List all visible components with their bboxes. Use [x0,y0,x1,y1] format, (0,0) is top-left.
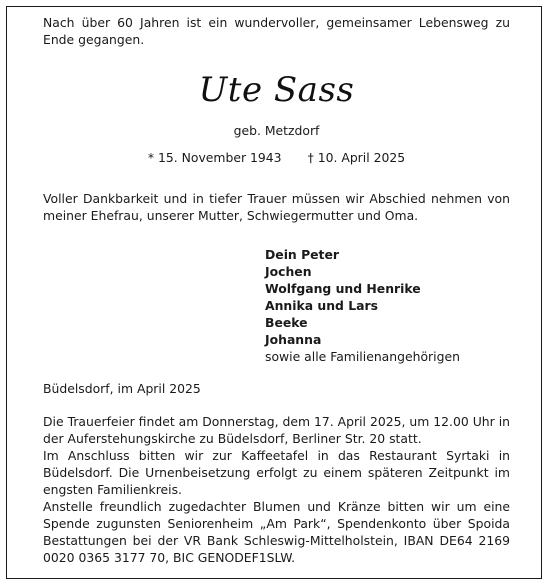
death-date: † 10. April 2025 [307,150,406,165]
deceased-name: Ute Sass [198,70,355,110]
donation-text: Anstelle freundlich zugedachter Blumen und Kränze bitten wir um eine Spende zugunsten Seniorenheim „Am Park“, Spendenkonto über Spoida Bestattungen bei der VR Bank Schleswig-Mittelholstein, IBAN DE64 2169 0020 0365 3177 70, BIC GENODEF1SLW. [43,499,510,565]
funeral-service-text: Die Trauerfeier findet am Donnerstag, dem 17. April 2025, um 12.00 Uhr in der Auferstehungskirche zu Büdelsdorf, Berliner Str. 20 statt. [43,414,510,446]
intro-text: Nach über 60 Jahren ist ein wundervoller, gemeinsamer Lebensweg zu Ende gegangen. [43,15,510,47]
reception-text: Im Anschluss bitten wir zur Kaffeetafel in das Restaurant Syrtaki in Büdelsdorf. Die Urnenbeisetzung erfolgt zu einem späteren Zeitpunkt im engsten Familienkreis. [43,448,510,497]
mourner-item: Dein Peter [265,247,339,262]
mourner-item: Wolfgang und Henrike [265,281,421,296]
mourners-list [265,246,510,365]
mourner-item: Annika und Lars [265,298,378,313]
relatives-line: sowie alle Familienangehörigen [265,349,460,364]
mourner-item: Johanna [265,332,322,347]
life-dates [43,149,510,166]
mourner-item: Beeke [265,315,308,330]
gratitude-text: Voller Dankbarkeit und in tiefer Trauer müssen wir Abschied nehmen von meiner Ehefrau, unserer Mutter, Schwiegermutter und Oma. [43,191,510,223]
obituary-notice [43,14,510,566]
birth-date: * 15. November 1943 [147,150,282,165]
mourner-item: Jochen [265,264,312,279]
funeral-details [43,413,510,566]
place-date: Büdelsdorf, im April 2025 [43,381,201,396]
birth-name: geb. Metzdorf [233,123,320,138]
